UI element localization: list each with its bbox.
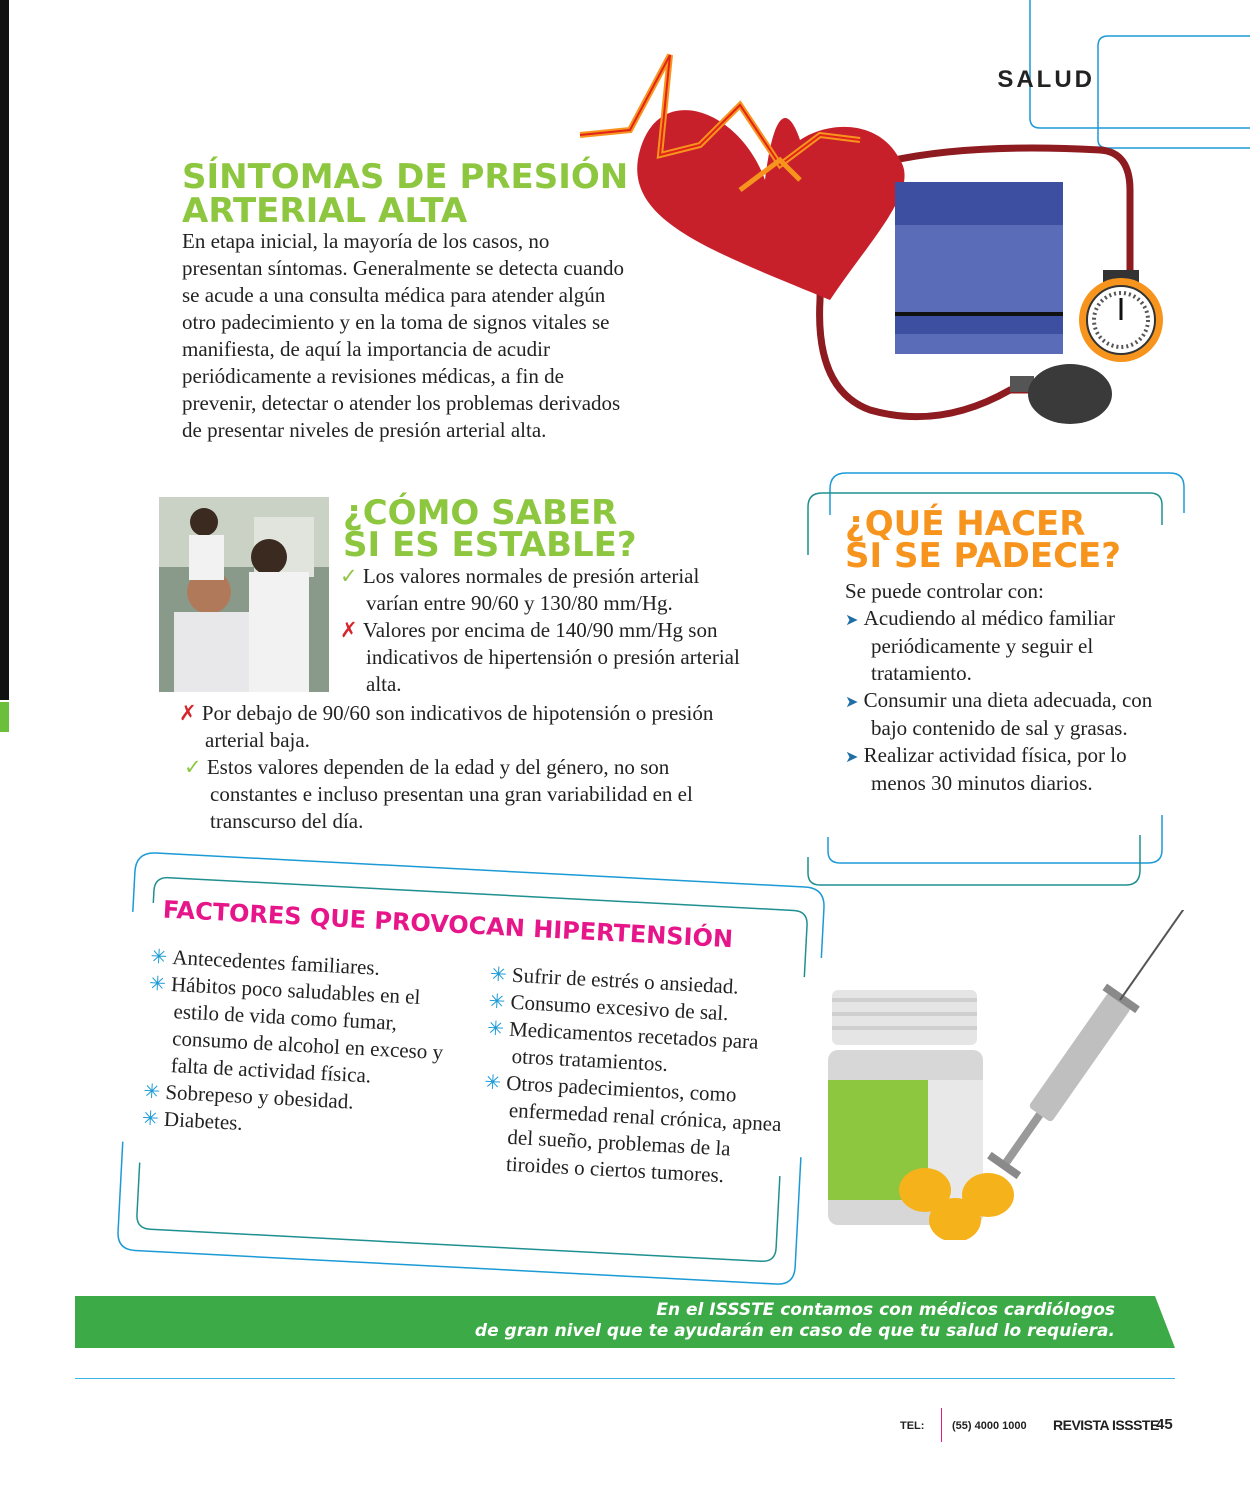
arrow-bullet-icon: ➤ [845, 610, 859, 629]
como-saber-title-line2: SI ES ESTABLE? [343, 525, 637, 565]
doctor-patient-photo [159, 497, 329, 692]
sintomas-title-line1: SÍNTOMAS DE PRESIÓN [182, 157, 629, 197]
factor-item-text: Hábitos poco saludables en el estilo de vida como fumar, consumo de alcohol en exceso y falta de actividad física. [170, 971, 444, 1088]
factores-title: FACTORES QUE PROVOCAN HIPERTENSIÓN [162, 895, 734, 954]
como-saber-list-a [340, 563, 750, 698]
factor-item-text: Sufrir de estrés o ansiedad. [511, 962, 740, 999]
factor-item-text: Medicamentos recetados para otros tratamientos. [508, 1016, 760, 1077]
que-hacer-item [845, 605, 1155, 687]
banner-line1: En el ISSSTE contamos con médicos cardiólogos [656, 1300, 1115, 1320]
como-saber-item [184, 754, 749, 835]
que-hacer-intro: Se puede controlar con: [845, 579, 1044, 603]
factor-item-text: Consumo excesivo de sal. [510, 989, 730, 1026]
asterisk-bullet-icon: ✳ [148, 970, 167, 996]
sintomas-body: En etapa inicial, la mayoría de los casos, no presentan síntomas. Generalmente se detecta cuando se acude a una consulta médica para atender algún otro padecimiento y en la toma de signos vitales se manifiesta, de aquí la importancia de acudir periódicamente a revisiones médicas, a fin de prevenir, detectar o atender los problemas derivados de presentar niveles de presión arterial alta. [182, 229, 624, 442]
factor-item-text: Antecedentes familiares. [171, 945, 381, 980]
footer-info [900, 1412, 1180, 1442]
sintomas-section [182, 157, 642, 444]
que-hacer-item [845, 742, 1155, 797]
como-saber-list-b [179, 700, 749, 835]
factor-item-text: Diabetes. [163, 1106, 244, 1135]
left-edge-marker [0, 702, 9, 732]
asterisk-bullet-icon: ✳ [149, 943, 168, 969]
arrow-bullet-icon: ➤ [845, 747, 859, 766]
como-saber-item-text: Por debajo de 90/60 son indicativos de hipotensión o presión arterial baja. [201, 701, 714, 752]
page-number: 45 [1156, 1416, 1173, 1433]
asterisk-bullet-icon: ✳ [489, 961, 508, 987]
como-saber-title [343, 493, 637, 565]
footer-tel-label: TEL: [900, 1420, 925, 1432]
que-hacer-list [845, 605, 1155, 797]
banner [75, 1296, 1175, 1348]
check-icon: ✓ [184, 755, 202, 779]
sintomas-title-line2: ARTERIAL ALTA [182, 191, 468, 231]
como-saber-item [340, 617, 750, 698]
factor-item [144, 970, 449, 1094]
left-edge-bar [0, 0, 9, 700]
asterisk-bullet-icon: ✳ [483, 1069, 502, 1095]
section-tag: SALUD [997, 66, 1095, 93]
medicine-illustration [820, 910, 1220, 1240]
check-icon: ✓ [340, 564, 358, 588]
footer-phone: (55) 4000 1000 [952, 1420, 1027, 1432]
factor-item-text: Otros padecimientos, como enfermedad renal crónica, apnea del sueño, problemas de la tiroides o ciertos tumores. [505, 1070, 783, 1188]
que-hacer-title-line2: SI SE PADECE? [845, 536, 1121, 576]
asterisk-bullet-icon: ✳ [142, 1078, 161, 1104]
que-hacer-title [845, 504, 1121, 576]
footer-divider [941, 1408, 942, 1442]
que-hacer-item-text: Consumir una dieta adecuada, con bajo contenido de sal y grasas. [863, 688, 1153, 740]
asterisk-bullet-icon: ✳ [141, 1105, 160, 1131]
factores-section [105, 841, 846, 1298]
banner-text [475, 1300, 1115, 1342]
banner-line2: de gran nivel que te ayudarán en caso de que tu salud lo requiera. [474, 1321, 1115, 1341]
footer-magazine: REVISTA ISSSTE [1053, 1417, 1159, 1433]
asterisk-bullet-icon: ✳ [488, 988, 507, 1014]
asterisk-bullet-icon: ✳ [486, 1015, 505, 1041]
cross-icon: ✗ [340, 618, 358, 642]
que-hacer-item-text: Realizar actividad física, por lo menos 30 minutos diarios. [863, 743, 1127, 795]
que-hacer-title-line1: ¿QUÉ HACER [845, 504, 1086, 544]
como-saber-item [179, 700, 749, 754]
sintomas-title [182, 157, 642, 231]
arrow-bullet-icon: ➤ [845, 692, 859, 711]
factores-list-right [479, 961, 790, 1192]
como-saber-item [340, 563, 750, 617]
que-hacer-body [845, 578, 1155, 797]
factores-list-left [141, 943, 450, 1147]
como-saber-item-text: Los valores normales de presión arterial varían entre 90/60 y 130/80 mm/Hg. [362, 564, 700, 615]
que-hacer-item [845, 687, 1155, 742]
factor-item [479, 1069, 784, 1193]
como-saber-item-text: Valores por encima de 140/90 mm/Hg son indicativos de hipertensión o presión arterial alta. [362, 618, 740, 696]
como-saber-item-text: Estos valores dependen de la edad y del género, no son constantes e incluso presentan una gran variabilidad en el transcurso del día. [206, 755, 693, 833]
cross-icon: ✗ [179, 701, 197, 725]
factor-item-text: Sobrepeso y obesidad. [164, 1079, 355, 1114]
como-saber-title-line1: ¿CÓMO SABER [343, 493, 618, 533]
que-hacer-item-text: Acudiendo al médico familiar periódicamente y seguir el tratamiento. [863, 606, 1115, 685]
footer-rule [75, 1378, 1175, 1379]
